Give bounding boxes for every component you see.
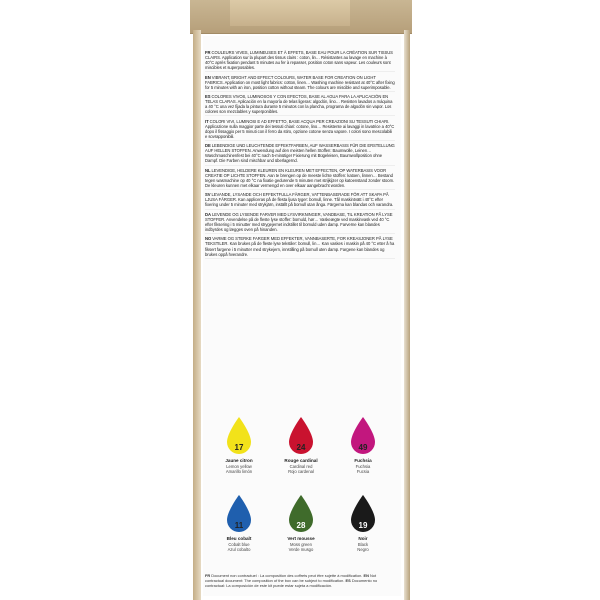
language-text: LEVENDIGE, HELDERE KLEUREN EN KLEUREN MET EFFECTEN, OP WATERBASIS VOOR CREATIE OP LICHTE STOFFEN. Aan te brengen op de meeste lichte stoffen: katoen, linnen… Bestand tegen wasmachine op 40 °C na fixatie gedurende 5 minuten met strijkijzer op katoenstand zonder stoom. De kleuren kunnen met elkaar vermengd en over elkaar aangebracht worden. xyxy=(205,167,395,188)
color-name-en: Black xyxy=(357,541,369,547)
language-text: LEVENDE OG LYSENDE FARVER MED LYSVIRKNINGER, VANDBASE, TIL KREATION PÅ LYSE STOFFER. Anvendelse på de fleste lyse stoffer: bomuld, hør… Vaskeægte ved maskinvask ved 40 °C efter fiksering i 5 minutter med strygejernet indstillet til bomuld uden damp. Farverne kan blandes indbyrdes og lægges oven på hinanden. xyxy=(205,211,393,233)
language-block-de xyxy=(205,143,395,165)
language-block-en xyxy=(205,75,395,92)
disclaimer-es: Documento no contractual: La composición de este kit puede estar sujeta a modificación. xyxy=(205,577,378,588)
language-text: LEBENDIGE UND LEUCHTENDE EFFEKTFARBEN, AUF WASSERBASIS FÜR DIE ERSTELLUNG AUF HELLEN STOFFEN. Anwendung auf den meisten hellen Stoffen: Baumwolle, Leinen… Waschmaschinenfest bei 40°C nach 5-minütiger Fixierung mit Bügeleisen, Baumwollposition ohne Dampf. Die Farben sind mischbar und überlagernd. xyxy=(205,143,395,164)
language-block-nl xyxy=(205,168,395,190)
language-code: ES xyxy=(205,94,211,100)
language-code: DE xyxy=(205,143,211,149)
color-name-en: Cardinal red xyxy=(289,463,313,469)
color-number: 24 xyxy=(296,443,306,452)
language-text: COULEURS VIVES, LUMINEUSES ET À EFFETS, BASE EAU POUR LA CRÉATION SUR TISSUS CLAIRS. Application sur la plupart des tissus clairs : coton, lin… Résistantes au lavage en machine à 40°C après fixation pendant 5 minutes au fer à repasser, position coton sans vapeur. Les couleurs sont miscibles et superposables. xyxy=(205,50,393,71)
language-block-sv xyxy=(205,192,395,209)
color-number: 11 xyxy=(234,521,244,530)
language-block-es xyxy=(205,94,395,116)
language-code: FR xyxy=(205,50,211,55)
color-swatch xyxy=(271,494,331,568)
color-number: 17 xyxy=(234,443,244,452)
color-number: 28 xyxy=(296,521,306,530)
color-name-en: Fuchsia xyxy=(355,463,371,469)
language-text: COLORI VIVI, LUMINOSI E AD EFFETTO, BASE ACQUA PER CREAZIONI SU TESSUTI CHIARI. Applicazione sulla maggior parte dei tessuti chiari: cotone, lino… Resistente ai lavaggi in lavatrice a 40°C dopo il fissaggio per 5 minuti con il ferro da stiro, opzione cotone senza vapore. I colori sono mescolabili e sovrapponibili. xyxy=(205,118,395,139)
language-code: SV xyxy=(205,192,211,198)
color-name-es: Amarillo limón xyxy=(225,468,253,474)
color-name-fr: Rouge cardinal xyxy=(284,458,318,463)
disclaimer-en-code: EN xyxy=(363,573,369,578)
language-code: NL xyxy=(205,167,211,173)
box-inner-flap xyxy=(230,0,350,26)
language-block-no xyxy=(205,236,395,258)
box-left-edge xyxy=(193,30,201,600)
language-block-it xyxy=(205,119,395,141)
language-block-fr xyxy=(205,50,395,72)
color-name-fr: Fuchsia xyxy=(354,458,372,463)
disclaimer-fr-code: FR xyxy=(205,573,211,578)
color-swatch xyxy=(333,416,393,490)
language-code: IT xyxy=(205,118,209,124)
color-swatch xyxy=(333,494,393,568)
color-name-en: Cobalt blue xyxy=(228,541,250,547)
language-text: VIBRANT, BRIGHT AND EFFECT COLOURS, WATER BASE FOR CREATION ON LIGHT FABRICS. Application on most light fabrics: cotton, linen… Washing machine resistant at 40°C after fixing for 5 minutes with an iron, position cotton without steam. The colours are miscible and superimposable. xyxy=(205,74,395,90)
color-name-es: Verde musgo xyxy=(288,546,314,552)
color-name-fr: Vert mousse xyxy=(287,536,315,541)
box-right-edge xyxy=(404,30,410,600)
color-number: 19 xyxy=(358,521,368,530)
color-name-fr: Noir xyxy=(358,536,368,541)
color-name-fr: Bleu cobalt xyxy=(226,536,252,541)
language-text: COLORES VIVOS, LUMINOSOS Y CON EFECTOS, BASE AL AGUA PARA LA APLICACIÓN EN TELAS CLARAS. Aplicación en la mayoría de telas ligeras: algodón, lino… Resisten lavados a máquina a 40 °C una vez fijada la pintura durante 5 minutos con la plancha, programa de algodón sin vapor. Los colores son mezclables y superponibles. xyxy=(205,94,393,115)
color-swatch xyxy=(209,416,269,490)
language-descriptions xyxy=(205,50,395,261)
disclaimer-es-code: ES xyxy=(345,577,351,583)
color-name-es: Negro xyxy=(357,546,369,552)
disclaimer-fr: Document non contractuel : La composition des coffrets peut être sujette à modification. xyxy=(211,573,363,578)
language-block-da xyxy=(205,212,395,234)
box-back-panel xyxy=(203,36,401,596)
disclaimer-en: Not contractual document: The composition of the box can be subject to modification. xyxy=(205,573,377,583)
language-code: NO xyxy=(205,236,212,242)
color-name-en: Moss green xyxy=(290,541,312,547)
color-name-es: Rojo cardenal xyxy=(288,468,314,474)
color-name-fr: Jaune citron xyxy=(225,458,253,463)
color-swatch xyxy=(209,494,269,568)
color-name-es: Azul cobalto xyxy=(227,546,251,552)
language-code: EN xyxy=(205,74,211,80)
color-number: 49 xyxy=(358,443,368,452)
disclaimer xyxy=(205,574,395,588)
language-code: DA xyxy=(205,211,211,217)
language-text: LEVANDE, LYSANDE OCH EFFEKTFULLA FÄRGER, VATTENBASERADE FÖR ATT SKAPA PÅ LJUSA FÄRGER. Kan appliceras på de flesta ljusa tyger: bomull, linne. Tål maskintvätt i 40°C efter fixering under 5 minuter med strykjärn, inställt på bomull utan ånga. Färgerna kan blandas och varandra. xyxy=(205,192,394,208)
color-swatches xyxy=(203,416,401,566)
language-text: VARME OG STERKE FARGER MED EFFEKTER, VANNBASERTE, FOR KREASJONER PÅ LYSE TEKSTILER. Kan brukes på de fleste lyse tekstiler: bomull, lin… Kan vaskes i maskin på 40 °C etter å ha fiksert fargene i 5 minutter med strykejern, innstilling på bomull uten damp. Fargene kan blandes og brukes oppå hverandre. xyxy=(205,236,395,257)
color-swatch xyxy=(271,416,331,490)
color-name-es: Fucsia xyxy=(356,468,370,474)
color-name-en: Lemon yellow xyxy=(226,463,252,469)
